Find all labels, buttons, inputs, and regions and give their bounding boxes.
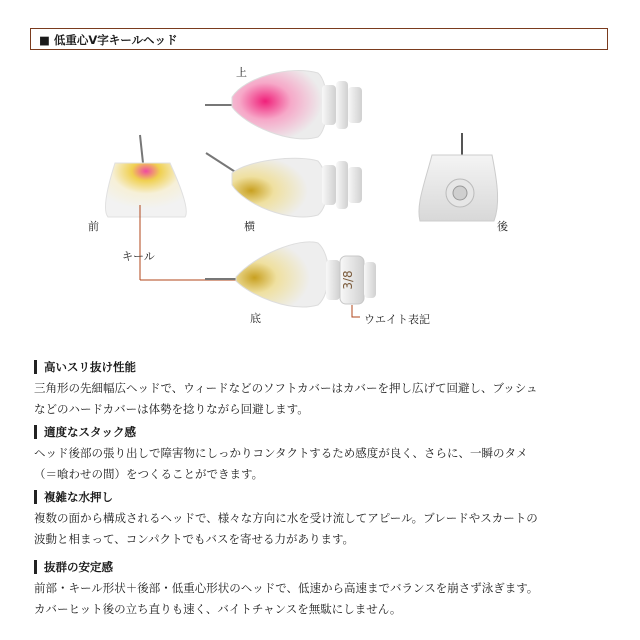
feature-title: 抜群の安定感 xyxy=(34,560,614,574)
feature-line: 複数の面から構成されるヘッドで、様々な方向に水を受け流してアピール。ブレードやスカートの xyxy=(34,511,538,525)
side-view xyxy=(206,153,362,217)
feature-line: 前部・キール形状＋後部・低重心形状のヘッドで、低速から高速までバランスを崩さず泳ぎます。 xyxy=(34,581,539,595)
feature-line: 三角形の先細幅広ヘッドで、ウィードなどのソフトカバーはカバーを押し広げて回避し、ブッシュ xyxy=(34,381,538,395)
feature-line: カバーヒット後の立ち直りも速く、バイトチャンスを無駄にしません。 xyxy=(34,602,402,616)
feature-section xyxy=(34,560,614,620)
weight-leader-line xyxy=(352,305,360,317)
bottom-view xyxy=(140,242,376,307)
label-keel: キール xyxy=(122,250,155,263)
feature-section xyxy=(34,425,614,485)
feature-body xyxy=(34,508,614,550)
feature-title: 複雑な水押し xyxy=(34,490,614,504)
feature-line: （＝喰わせの間）をつくることができます。 xyxy=(34,467,264,481)
feature-line: ヘッド後部の張り出しで障害物にしっかりコンタクトするため感度が良く、さらに、一瞬のタメ xyxy=(34,446,528,460)
feature-section xyxy=(34,490,614,550)
feature-line: 波動と相まって、コンパクトでもバスを寄せる力があります。 xyxy=(34,532,355,546)
feature-body xyxy=(34,443,614,485)
back-view xyxy=(419,133,498,221)
weight-value-text: 3/8 xyxy=(341,270,355,290)
feature-title: 高いスリ抜け性能 xyxy=(34,360,614,374)
jig-head-illustration xyxy=(0,55,640,345)
feature-body xyxy=(34,378,614,420)
feature-body xyxy=(34,578,614,620)
label-top: 上 xyxy=(236,66,247,79)
top-view xyxy=(205,70,362,138)
label-bottom: 底 xyxy=(250,312,261,325)
feature-line: などのハードカバーは体勢を捻りながら回避します。 xyxy=(34,402,309,416)
feature-section xyxy=(34,360,614,420)
header-box xyxy=(30,28,608,50)
feature-title: 適度なスタック感 xyxy=(34,425,614,439)
label-weight-mark: ウエイト表記 xyxy=(364,313,430,326)
label-back: 後 xyxy=(497,220,508,233)
front-view xyxy=(106,135,187,217)
label-side: 横 xyxy=(244,220,255,233)
header-title: ■ 低重心V字キールヘッド xyxy=(39,33,178,47)
label-front: 前 xyxy=(88,220,99,233)
product-diagram xyxy=(0,55,640,345)
